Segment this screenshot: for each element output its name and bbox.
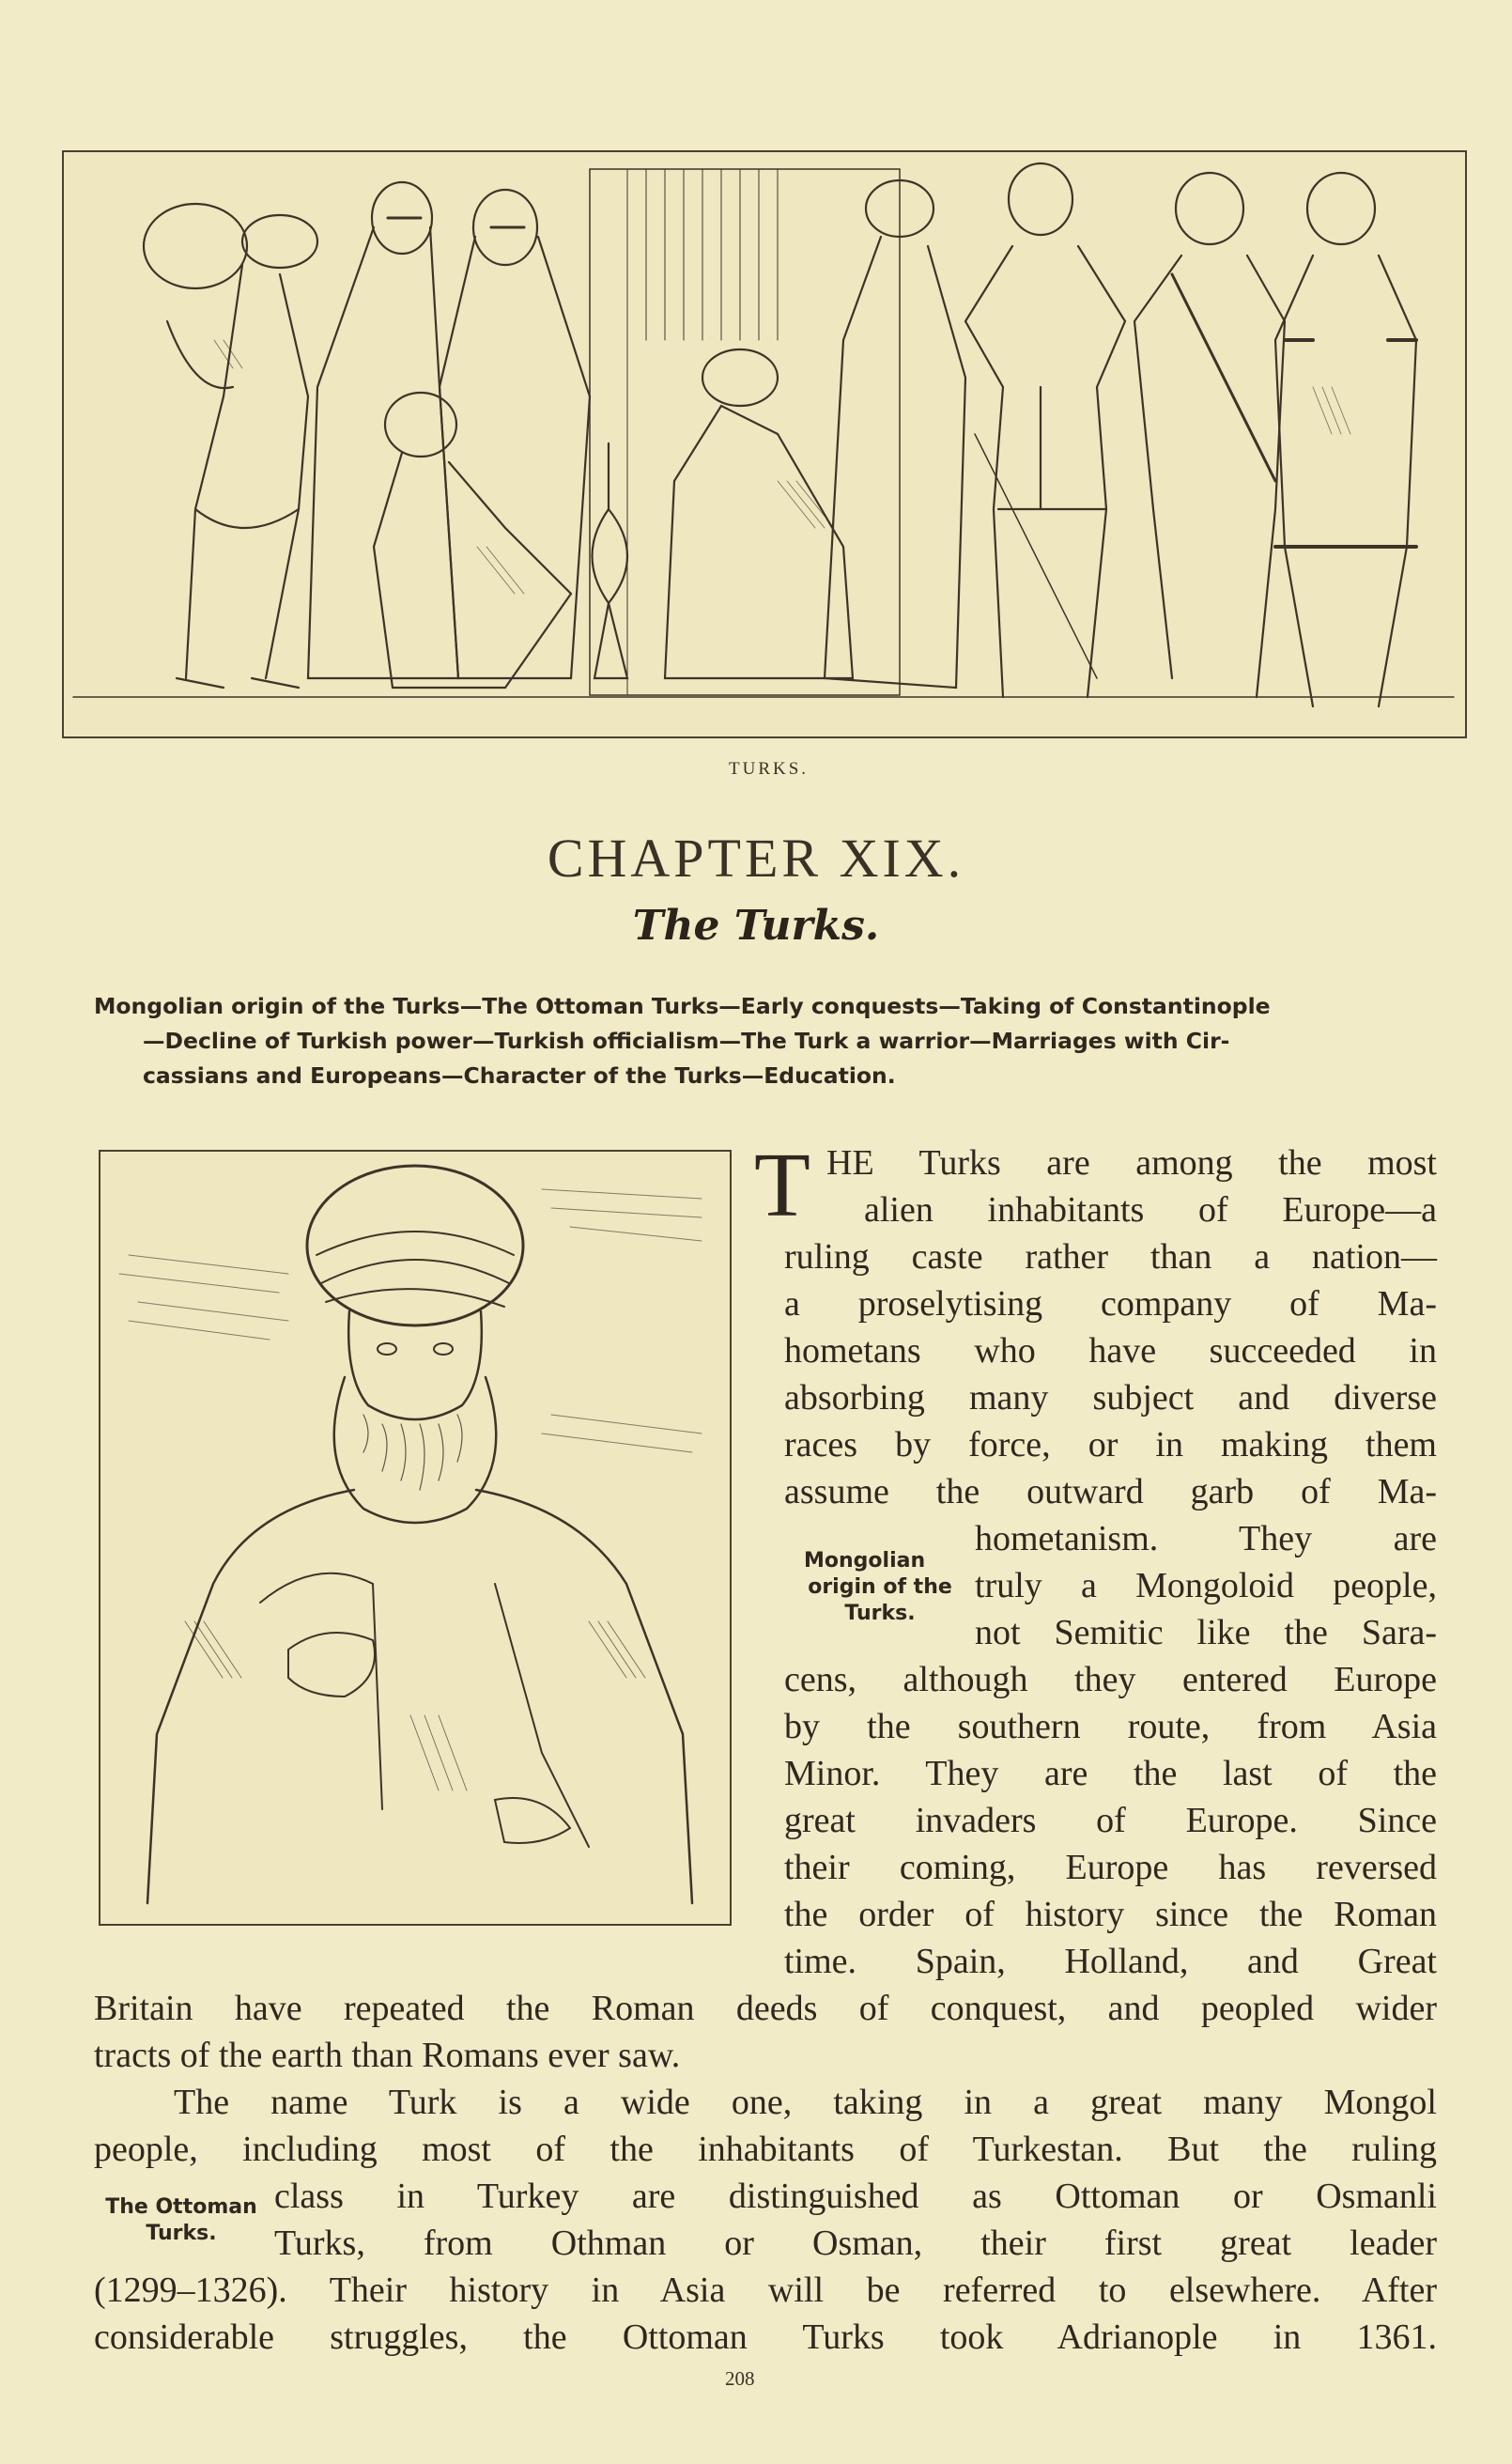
text-line: (1299–1326). Their history in Asia will be referred to elsewhere. After <box>94 2270 1437 2310</box>
text-line: their coming, Europe has reversed <box>784 1848 1437 1887</box>
text-line: class in Turkey are distinguished as Ottoman or Osmanli <box>274 2177 1437 2216</box>
text-line: truly a Mongoloid people, <box>975 1566 1437 1605</box>
page-number: 208 <box>725 2367 755 2390</box>
text-line: races by force, or in making them <box>784 1425 1437 1464</box>
text-line: Minor. They are the last of the <box>784 1754 1437 1793</box>
text-line: HE Turks are among the most <box>826 1143 1437 1183</box>
text-line: time. Spain, Holland, and Great <box>784 1942 1437 1981</box>
text-line: by the southern route, from Asia <box>784 1707 1437 1746</box>
text-line: absorbing many subject and diverse <box>784 1378 1437 1418</box>
margin-note-line: Mongolian <box>804 1549 926 1573</box>
margin-note-mongolian-origin <box>791 1548 969 1627</box>
text-line: tracts of the earth than Romans ever saw. <box>94 2036 681 2075</box>
figure-caption: TURKS. <box>729 759 810 779</box>
text-line: hometans who have succeeded in <box>784 1331 1437 1371</box>
turks-group-illustration <box>64 152 1465 736</box>
text-line: hometanism. They are <box>975 1519 1437 1558</box>
chapter-subtitle-block <box>0 902 1512 950</box>
text-line: people, including most of the inhabitants of Turkestan. But the ruling <box>94 2130 1437 2169</box>
drop-cap: T <box>754 1135 810 1236</box>
text-line: ruling caste rather than a nation— <box>784 1237 1437 1277</box>
margin-note-line: Turks. <box>146 2222 217 2245</box>
margin-note-ottoman-turks <box>92 2194 270 2247</box>
margin-note-line: The Ottoman <box>105 2195 257 2219</box>
chapter-heading <box>0 827 1512 890</box>
text-line: Turks, from Othman or Osman, their first great leader <box>274 2224 1437 2263</box>
turk-portrait-illustration <box>100 1152 730 1924</box>
text-line: Britain have repeated the Roman deeds of conquest, and peopled wider <box>94 1989 1437 2028</box>
text-line: The name Turk is a wide one, taking in a great many Mongol <box>174 2083 1437 2122</box>
text-line: assume the outward garb of Ma- <box>784 1472 1437 1511</box>
chapter-synopsis <box>94 989 1437 1093</box>
text-line: not Semitic like the Sara- <box>975 1613 1437 1652</box>
synopsis-line: —Decline of Turkish power—Turkish officialism—The Turk a warrior—Marriages with Cir- <box>143 1028 1230 1054</box>
margin-note-line: Turks. <box>844 1602 916 1625</box>
margin-note-line: origin of the <box>808 1575 952 1599</box>
text-line: a proselytising company of Ma- <box>784 1284 1437 1324</box>
synopsis-line: Mongolian origin of the Turks—The Ottoman Turks—Early conquests—Taking of Constantinople <box>94 993 1271 1019</box>
text-line: the order of history since the Roman <box>784 1895 1437 1934</box>
chapter-number: CHAPTER XIX. <box>547 828 965 889</box>
text-line: alien inhabitants of Europe—a <box>864 1190 1437 1230</box>
turk-portrait-engraving <box>99 1150 732 1926</box>
text-line: considerable struggles, the Ottoman Turks took Adrianople in 1361. <box>94 2317 1437 2357</box>
chapter-subtitle: The Turks. <box>632 902 880 950</box>
text-line: cens, although they entered Europe <box>784 1660 1437 1699</box>
text-line: great invaders of Europe. Since <box>784 1801 1437 1840</box>
turks-group-engraving <box>62 150 1467 738</box>
synopsis-line: cassians and Europeans—Character of the Turks—Education. <box>143 1062 896 1089</box>
